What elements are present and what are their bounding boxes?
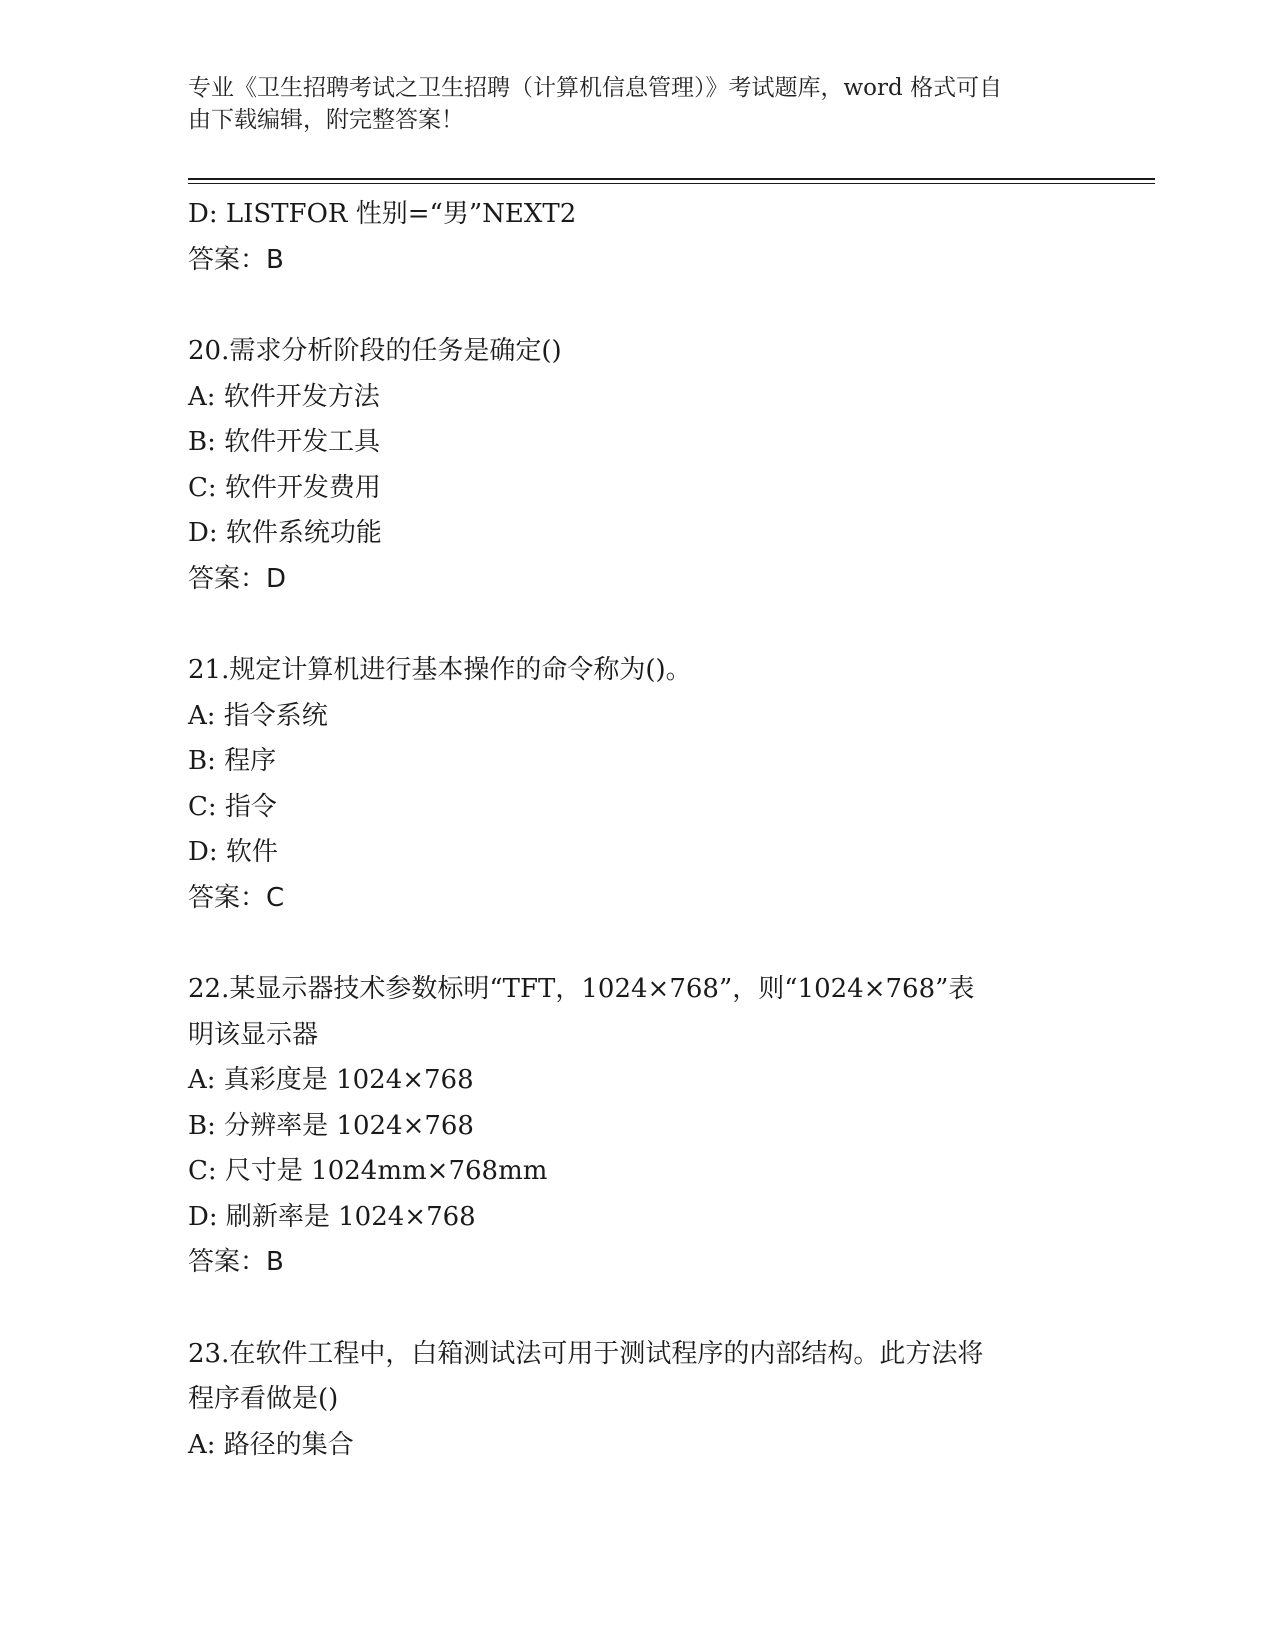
header-line-1: 专业《卫生招聘考试之卫生招聘（计算机信息管理）》考试题库，word 格式可自 — [188, 75, 1003, 101]
option-a: A: 软件开发方法 — [188, 381, 380, 412]
question-list — [188, 192, 1088, 1468]
option-d: D: 软件系统功能 — [188, 518, 382, 548]
document-header — [188, 72, 1068, 136]
question-text: 20.需求分析阶段的任务是确定() — [188, 336, 562, 366]
option-d: D: 刷新率是 1024×768 — [188, 1201, 476, 1232]
option-a: A: 路径的集合 — [188, 1429, 354, 1460]
option-c: C: 指令 — [188, 791, 277, 822]
option-d: D: LISTFOR 性别=“男”NEXT2 — [188, 199, 577, 229]
option-c: C: 尺寸是 1024mm×768mm — [188, 1156, 548, 1186]
question-23 — [188, 1332, 1088, 1469]
option-b: B: 程序 — [188, 746, 277, 776]
question-19 — [188, 192, 1088, 283]
answer: 答案：B — [188, 244, 284, 275]
question-22 — [188, 967, 1088, 1286]
option-b: B: 分辨率是 1024×768 — [188, 1110, 474, 1141]
option-c: C: 软件开发费用 — [188, 472, 381, 503]
question-20 — [188, 329, 1088, 602]
header-divider-thin — [188, 183, 1155, 184]
option-a: A: 真彩度是 1024×768 — [188, 1065, 474, 1095]
option-a: A: 指令系统 — [188, 700, 328, 731]
question-21 — [188, 648, 1088, 921]
question-text-line-1: 22.某显示器技术参数标明“TFT，1024×768”，则“1024×768”表 — [188, 974, 975, 1004]
header-line-2: 由下载编辑，附完整答案！ — [188, 107, 464, 133]
header-divider-thick — [188, 178, 1155, 180]
question-text: 21.规定计算机进行基本操作的命令称为()。 — [188, 655, 692, 685]
option-d: D: 软件 — [188, 837, 278, 867]
option-b: B: 软件开发工具 — [188, 427, 381, 457]
question-text-line-2: 程序看做是() — [188, 1384, 339, 1414]
answer: 答案：D — [188, 563, 287, 594]
answer: 答案：B — [188, 1247, 284, 1277]
question-text-line-1: 23.在软件工程中，白箱测试法可用于测试程序的内部结构。此方法将 — [188, 1338, 984, 1369]
question-text-line-2: 明该显示器 — [188, 1019, 319, 1050]
answer: 答案：C — [188, 882, 285, 913]
